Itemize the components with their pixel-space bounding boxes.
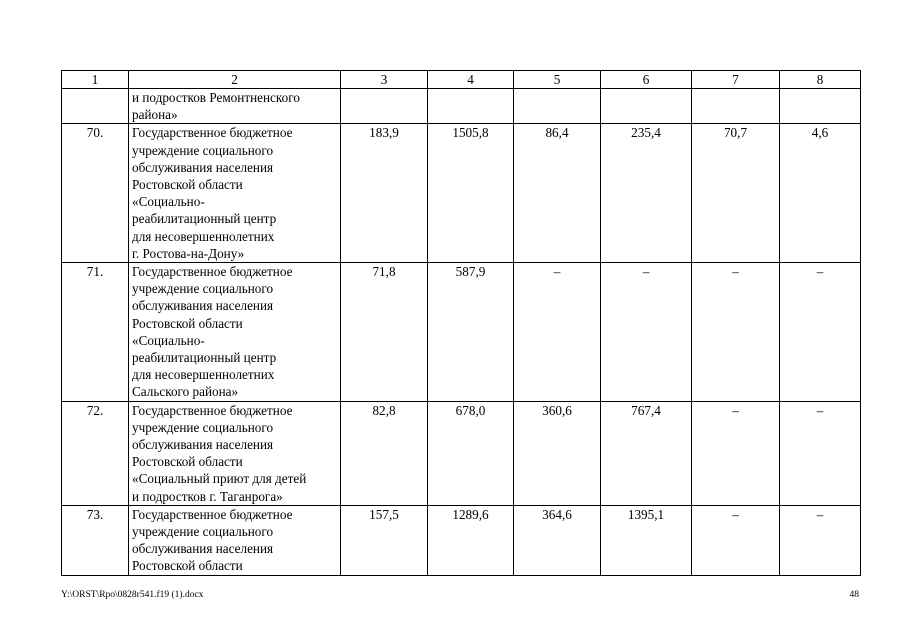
value-cell: 678,0 xyxy=(428,401,514,505)
value-cell: – xyxy=(514,263,601,402)
value-cell: – xyxy=(780,263,861,402)
footer-file-path: Y:\ORST\Rpo\0828r541.f19 (1).docx xyxy=(61,590,204,600)
value-cell xyxy=(514,89,601,124)
column-header: 1 xyxy=(62,71,129,89)
value-cell xyxy=(780,89,861,124)
footer-page-number: 48 xyxy=(849,590,859,600)
column-header: 6 xyxy=(601,71,692,89)
organization-name: и подростков Ремонтненского района» xyxy=(129,89,341,124)
value-cell: 82,8 xyxy=(341,401,428,505)
row-number: 72. xyxy=(62,401,129,505)
value-cell xyxy=(341,89,428,124)
table-row xyxy=(62,124,861,263)
value-cell: 587,9 xyxy=(428,263,514,402)
table-row xyxy=(62,401,861,505)
value-cell: 71,8 xyxy=(341,263,428,402)
value-cell: – xyxy=(780,505,861,575)
table-row xyxy=(62,263,861,402)
table-row xyxy=(62,505,861,575)
column-header: 5 xyxy=(514,71,601,89)
row-number: 73. xyxy=(62,505,129,575)
value-cell: 70,7 xyxy=(692,124,780,263)
row-number: 70. xyxy=(62,124,129,263)
value-cell: 1505,8 xyxy=(428,124,514,263)
value-cell: 86,4 xyxy=(514,124,601,263)
value-cell: – xyxy=(692,263,780,402)
row-number xyxy=(62,89,129,124)
value-cell xyxy=(428,89,514,124)
value-cell xyxy=(601,89,692,124)
column-header: 3 xyxy=(341,71,428,89)
value-cell: – xyxy=(692,401,780,505)
value-cell xyxy=(692,89,780,124)
column-header: 8 xyxy=(780,71,861,89)
organization-name: Государственное бюджетное учреждение социального обслуживания населения Ростовской области xyxy=(129,505,341,575)
value-cell: 360,6 xyxy=(514,401,601,505)
value-cell: – xyxy=(780,401,861,505)
value-cell: – xyxy=(601,263,692,402)
value-cell: 1395,1 xyxy=(601,505,692,575)
value-cell: 767,4 xyxy=(601,401,692,505)
header-row xyxy=(62,71,861,89)
table-row-continuation xyxy=(62,89,861,124)
column-header: 2 xyxy=(129,71,341,89)
value-cell: 1289,6 xyxy=(428,505,514,575)
value-cell: – xyxy=(692,505,780,575)
value-cell: 183,9 xyxy=(341,124,428,263)
value-cell: 235,4 xyxy=(601,124,692,263)
column-header: 4 xyxy=(428,71,514,89)
organization-name: Государственное бюджетное учреждение социального обслуживания населения Ростовской области «Социально- реабилитационный центр для несовершеннолетних г. Ростова-на-Дону» xyxy=(129,124,341,263)
data-table xyxy=(61,70,861,576)
value-cell: 4,6 xyxy=(780,124,861,263)
row-number: 71. xyxy=(62,263,129,402)
organization-name: Государственное бюджетное учреждение социального обслуживания населения Ростовской области «Социальный приют для детей и подростков г. Таганрога» xyxy=(129,401,341,505)
value-cell: 157,5 xyxy=(341,505,428,575)
value-cell: 364,6 xyxy=(514,505,601,575)
organization-name: Государственное бюджетное учреждение социального обслуживания населения Ростовской области «Социально- реабилитационный центр для несовершеннолетних Сальского района» xyxy=(129,263,341,402)
column-header: 7 xyxy=(692,71,780,89)
